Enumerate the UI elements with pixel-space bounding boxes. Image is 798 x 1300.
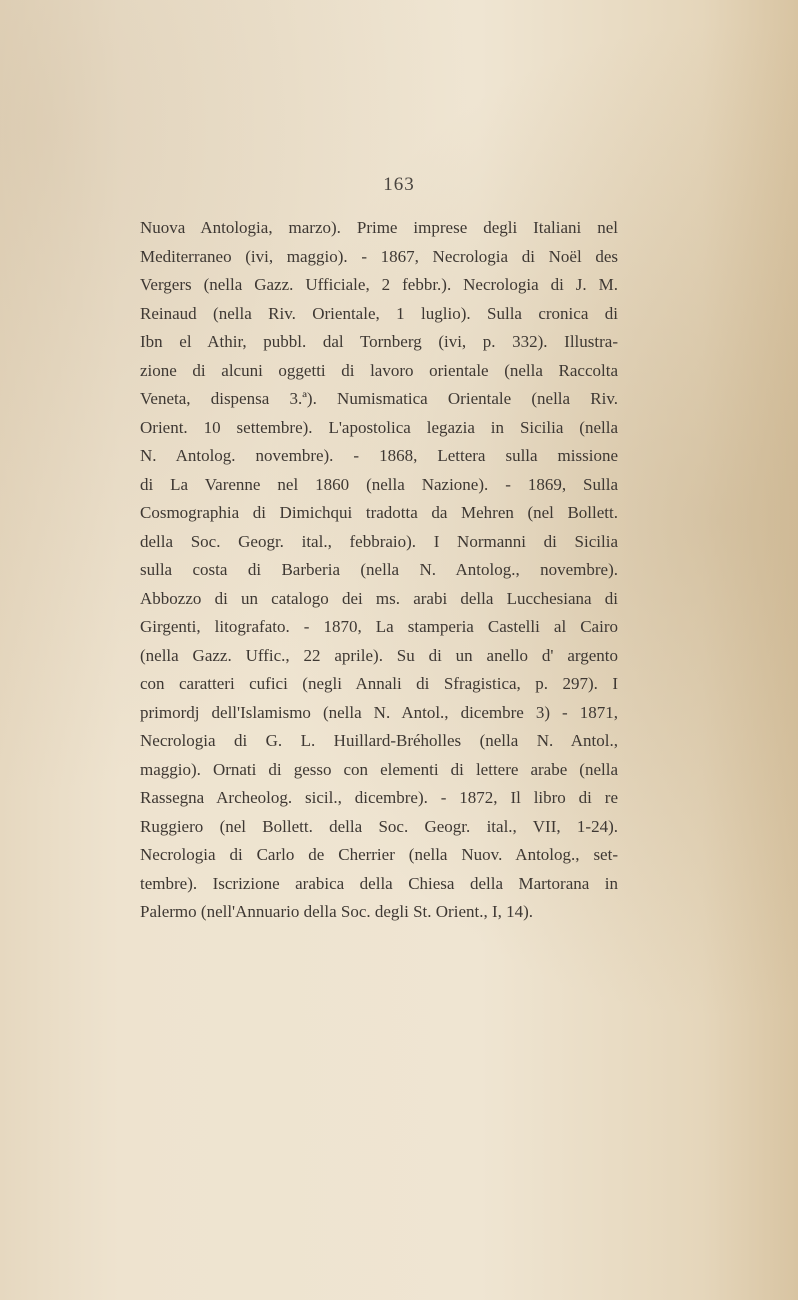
text-line: Ibn el Athir, pubbl. dal Tornberg (ivi, p. 332). Illustra- [140, 332, 618, 351]
text-line: Vergers (nella Gazz. Ufficiale, 2 febbr.). Necrologia di J. M. [140, 275, 618, 294]
text-line: primordj dell'Islamismo (nella N. Antol., dicembre 3) - 1871, [140, 702, 618, 722]
text-line: Abbozzo di un catalogo dei ms. arabi della Lucchesiana di [140, 588, 618, 608]
text-line: Orient. 10 settembre). L'apostolica legazia in Sicilia (nella [140, 417, 618, 437]
text-line: sulla costa di Barberia (nella N. Antolog., novembre). [140, 560, 618, 579]
text-line: maggio). Ornati di gesso con elementi di lettere arabe (nella [140, 759, 618, 779]
body-text [140, 214, 618, 927]
text-line: N. Antolog. novembre). - 1868, Lettera sulla missione [140, 446, 618, 465]
text-line: con caratteri cufici (negli Annali di Sfragistica, p. 297). I [140, 674, 618, 693]
text-line: Palermo (nell'Annuario della Soc. degli St. Orient., I, 14). [140, 902, 534, 921]
text-line: della Soc. Geogr. ital., febbraio). I Normanni di Sicilia [140, 531, 618, 551]
text-line: Mediterraneo (ivi, maggio). - 1867, Necrologia di Noël des [140, 246, 618, 266]
page-number: 163 [383, 174, 415, 195]
text-line: Cosmographia di Dimichqui tradotta da Mehren (nel Bollett. [140, 503, 618, 522]
text-line: (nella Gazz. Uffic., 22 aprile). Su di un anello d' argento [140, 645, 618, 665]
text-line: Reinaud (nella Riv. Orientale, 1 luglio). Sulla cronica di [140, 303, 618, 323]
text-line: Necrologia di Carlo de Cherrier (nella Nuov. Antolog., set- [140, 845, 618, 864]
text-line: Nuova Antologia, marzo). Prime imprese degli Italiani nel [140, 218, 618, 237]
text-line: Ruggiero (nel Bollett. della Soc. Geogr. ital., VII, 1-24). [140, 816, 618, 836]
text-line: Necrologia di G. L. Huillard-Bréholles (nella N. Antol., [140, 731, 618, 750]
text-line: Girgenti, litografato. - 1870, La stamperia Castelli al Cairo [140, 617, 618, 636]
text-line: Rassegna Archeolog. sicil., dicembre). - 1872, Il libro di re [140, 788, 618, 807]
text-line: tembre). Iscrizione arabica della Chiesa della Martorana in [140, 873, 618, 893]
text-line: Veneta, dispensa 3.ª). Numismatica Orientale (nella Riv. [140, 389, 618, 408]
text-line: di La Varenne nel 1860 (nella Nazione). - 1869, Sulla [140, 474, 618, 494]
text-line: zione di alcuni oggetti di lavoro orientale (nella Raccolta [140, 360, 618, 380]
